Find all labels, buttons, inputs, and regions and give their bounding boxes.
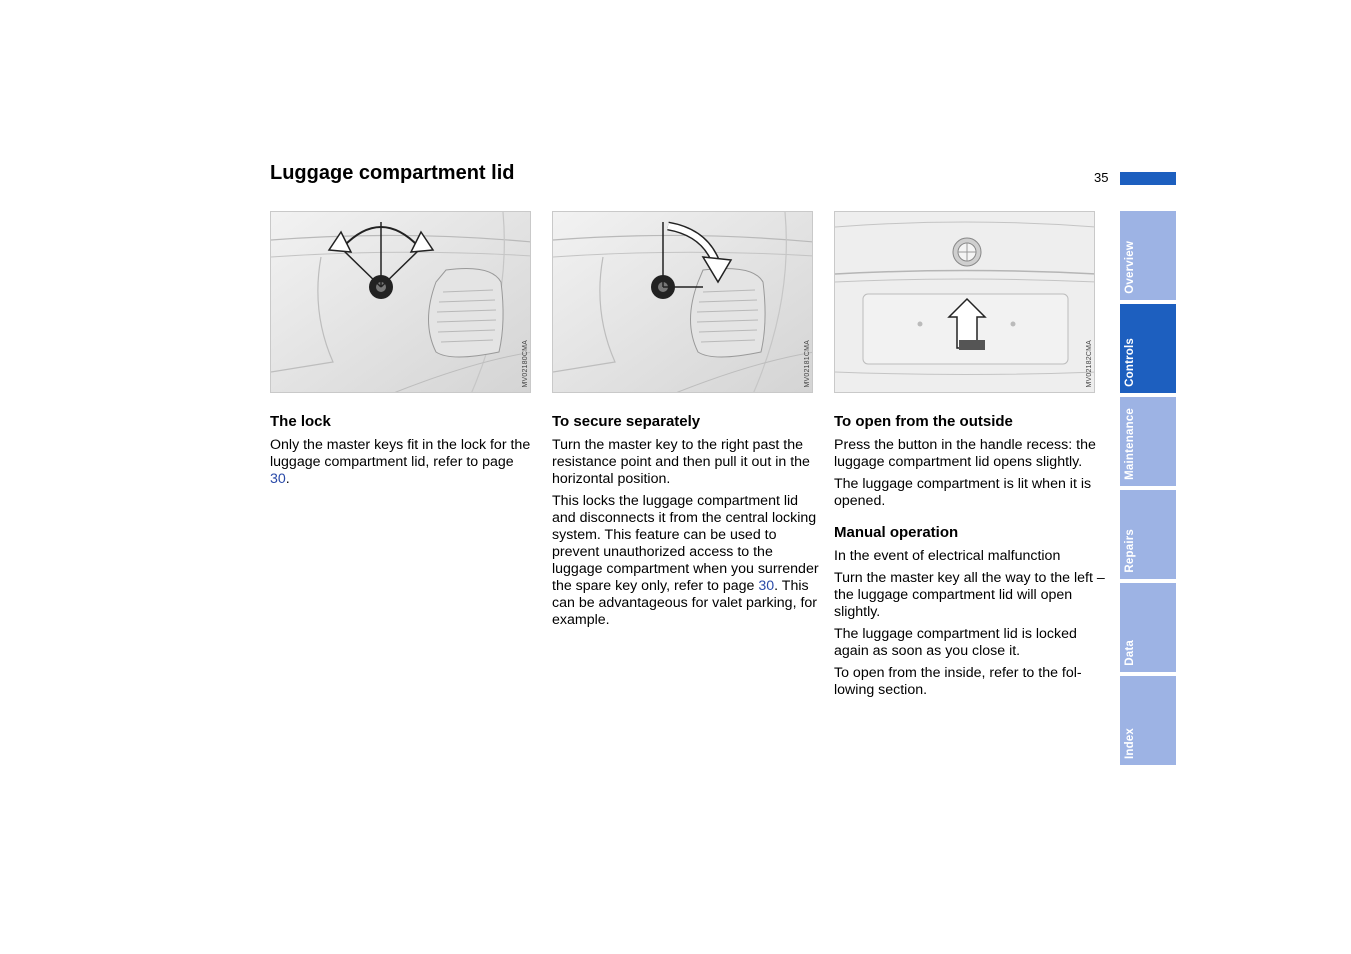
- paragraph: To open from the inside, refer to the fol-lowing section.: [834, 665, 1082, 698]
- section-subheading: Manual operation: [834, 524, 959, 541]
- page-title: Luggage compartment lid: [270, 162, 515, 184]
- paragraph: Turn the master key to the right past the resistance point and then pull it out in the horizontal position.: [552, 437, 810, 487]
- tab-overview[interactable]: Overview: [1120, 211, 1176, 300]
- paragraph: Press the button in the handle recess: the luggage compartment lid opens slightly.: [834, 437, 1096, 470]
- page-number-bar: [1120, 172, 1176, 185]
- section-heading: The lock: [270, 413, 331, 430]
- lock-turn-right-illustration: [553, 212, 813, 393]
- section-secure-separately: [552, 412, 822, 634]
- figure-code: MV02180CMA: [522, 340, 529, 388]
- lid-open-illustration: [835, 212, 1095, 393]
- paragraph: Only the master keys fit in the lock for the luggage compartment lid, refer to page 30.: [270, 437, 531, 487]
- figure-open-outside: [834, 211, 1095, 393]
- tab-maintenance[interactable]: Maintenance: [1120, 397, 1176, 486]
- tab-data[interactable]: Data: [1120, 583, 1176, 672]
- page-link[interactable]: 30: [758, 578, 775, 594]
- paragraph: In the event of electrical malfunction: [834, 548, 1061, 564]
- figure-code: MV02181CMA: [804, 340, 811, 388]
- page-link[interactable]: 30: [270, 471, 286, 487]
- paragraph: This locks the luggage compartment lid and disconnects it from the central locking system. This feature can be used to prevent unauthorized access to the luggage compartment when you surrender the spare key only, refer to page 30. This can be advantageous for valet parking, for example.: [552, 493, 819, 628]
- tab-repairs[interactable]: Repairs: [1120, 490, 1176, 579]
- section-open-outside: [834, 412, 1106, 704]
- section-heading: To open from the outside: [834, 413, 1013, 430]
- paragraph: The luggage compartment is lit when it is opened.: [834, 476, 1092, 509]
- figure-code: MV02182CMA: [1086, 340, 1093, 388]
- lock-illustration: [271, 212, 531, 393]
- section-heading: To secure separately: [552, 413, 701, 430]
- tab-index[interactable]: Index: [1120, 676, 1176, 765]
- section-the-lock: [270, 412, 532, 493]
- page-number: 35: [1094, 170, 1109, 185]
- paragraph: Turn the master key all the way to the left – the luggage compartment lid will open slightly.: [834, 570, 1105, 620]
- paragraph: The luggage compartment lid is locked again as soon as you close it.: [834, 626, 1077, 659]
- figure-secure-separately: [552, 211, 813, 393]
- figure-lock-turn: [270, 211, 531, 393]
- chapter-tabs: [1120, 211, 1176, 769]
- tab-controls[interactable]: Controls: [1120, 304, 1176, 393]
